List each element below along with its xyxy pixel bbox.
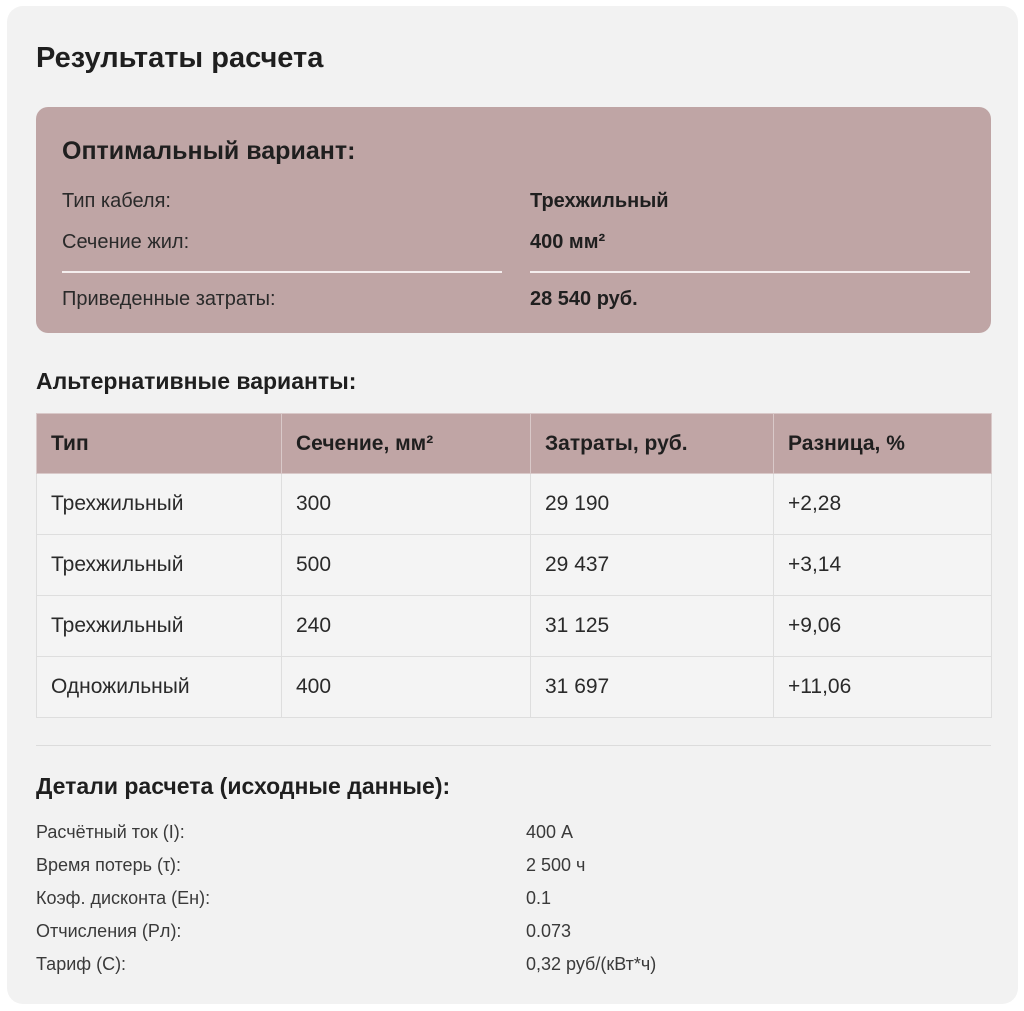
- page-title: Результаты расчета: [36, 42, 324, 74]
- optimal-divider-left: [62, 271, 502, 273]
- loss-time-value: 2 500 ч: [526, 855, 586, 875]
- optimal-variant-card: [36, 107, 991, 333]
- cell-costs: 29 437: [531, 535, 774, 596]
- table-row: [37, 535, 992, 596]
- cell-costs: 31 125: [531, 596, 774, 657]
- cell-section: 300: [282, 474, 531, 535]
- details-title: Детали расчета (исходные данные):: [36, 773, 451, 799]
- cell-difference: +11,06: [774, 657, 992, 718]
- cable-type-value: Трехжильный: [530, 190, 669, 212]
- cell-difference: +9,06: [774, 596, 992, 657]
- table-row: [37, 596, 992, 657]
- alternatives-title: Альтернативные варианты:: [36, 368, 357, 394]
- deductions-value: 0.073: [526, 921, 572, 941]
- cell-difference: +2,28: [774, 474, 992, 535]
- reduced-costs-value: 28 540 руб.: [530, 288, 638, 310]
- design-current-value: 400 А: [526, 822, 574, 842]
- cell-difference: +3,14: [774, 535, 992, 596]
- cell-type: Одножильный: [37, 657, 282, 718]
- table-row: [37, 657, 992, 718]
- table-header-row: [37, 414, 992, 474]
- cell-costs: 31 697: [531, 657, 774, 718]
- results-panel: [7, 6, 1018, 1004]
- optimal-variant-heading: Оптимальный вариант:: [62, 137, 356, 165]
- loss-time-label: Время потерь (τ):: [36, 855, 182, 875]
- optimal-divider-right: [530, 271, 970, 273]
- cell-section: 240: [282, 596, 531, 657]
- core-section-value: 400 мм²: [530, 231, 606, 253]
- deductions-label: Отчисления (Рл):: [36, 921, 182, 941]
- core-section-label: Сечение жил:: [62, 231, 190, 253]
- cell-section: 500: [282, 535, 531, 596]
- reduced-costs-label: Приведенные затраты:: [62, 288, 276, 310]
- tariff-value: 0,32 руб/(кВт*ч): [526, 954, 657, 974]
- column-header-section: Сечение, мм²: [282, 414, 531, 474]
- cell-type: Трехжильный: [37, 535, 282, 596]
- discount-coef-label: Коэф. дисконта (Ен):: [36, 888, 211, 908]
- design-current-label: Расчётный ток (I):: [36, 822, 185, 842]
- section-divider: [36, 745, 991, 746]
- alternatives-table: [36, 413, 992, 718]
- column-header-costs: Затраты, руб.: [531, 414, 774, 474]
- table-row: [37, 474, 992, 535]
- cell-costs: 29 190: [531, 474, 774, 535]
- cell-section: 400: [282, 657, 531, 718]
- tariff-label: Тариф (С):: [36, 954, 127, 974]
- cell-type: Трехжильный: [37, 474, 282, 535]
- column-header-difference: Разница, %: [774, 414, 992, 474]
- cable-type-label: Тип кабеля:: [62, 190, 171, 212]
- cell-type: Трехжильный: [37, 596, 282, 657]
- discount-coef-value: 0.1: [526, 888, 552, 908]
- column-header-type: Тип: [37, 414, 282, 474]
